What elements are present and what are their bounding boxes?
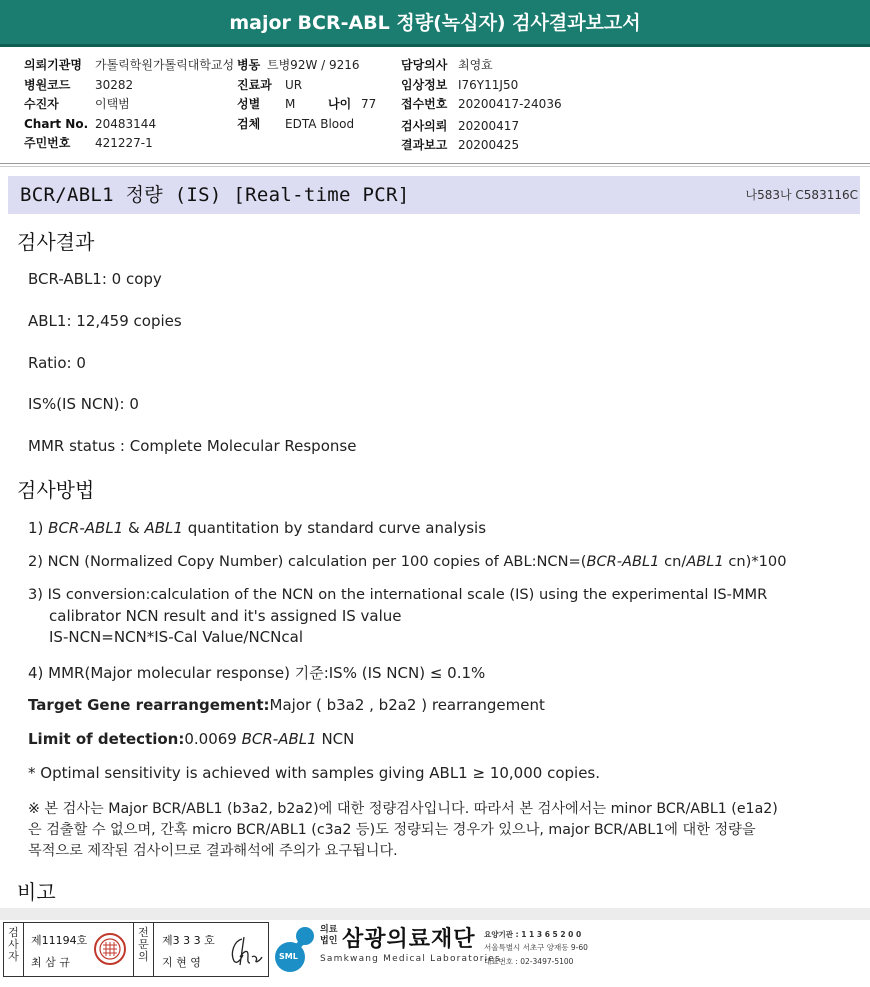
info-value: 20200425 bbox=[458, 138, 520, 152]
gene-name: ABL1 bbox=[686, 553, 724, 570]
info-value: 트병92W / 9216 bbox=[267, 58, 360, 72]
info-label: 성별 bbox=[237, 97, 261, 111]
examiner-label-text: 검사자 bbox=[8, 926, 19, 963]
info-label: 검사의뢰 bbox=[401, 118, 448, 133]
optimal-note: * Optimal sensitivity is achieved with samples giving ABL1 ≥ 10,000 copies. bbox=[28, 764, 600, 782]
lod-line bbox=[28, 730, 354, 748]
signature-icon bbox=[226, 933, 266, 969]
age-label: 나이 bbox=[328, 97, 352, 111]
info-label: 임상정보 bbox=[401, 77, 448, 92]
logo-text: SML bbox=[279, 952, 298, 961]
info-value: 421227-1 bbox=[95, 136, 153, 150]
method-line-3c: IS-NCN=NCN*IS-Cal Value/NCNcal bbox=[49, 628, 303, 646]
info-label: 접수번호 bbox=[401, 97, 448, 111]
method-line-3b: calibrator NCN result and it's assigned IS value bbox=[49, 607, 402, 625]
info-label: 담당의사 bbox=[401, 58, 448, 72]
info-value: I76Y11J50 bbox=[458, 77, 519, 92]
info-value: UR bbox=[285, 77, 303, 92]
text: & bbox=[123, 519, 145, 537]
lod-label: Limit of detection: bbox=[28, 730, 185, 748]
age-value: 77 bbox=[361, 97, 377, 111]
info-row bbox=[237, 115, 376, 135]
info-row bbox=[401, 136, 562, 156]
examiner-name: 최 삼 규 bbox=[31, 956, 70, 969]
examiner-label-cell bbox=[4, 923, 24, 976]
gene-name: BCR-ABL1 bbox=[241, 730, 317, 748]
info-column-3 bbox=[401, 56, 562, 156]
method-line-2 bbox=[28, 553, 787, 570]
result-line: BCR-ABL1: 0 copy bbox=[28, 270, 162, 288]
examiner-cell bbox=[24, 923, 134, 976]
result-line: IS%(IS NCN): 0 bbox=[28, 395, 139, 413]
target-gene-line bbox=[28, 696, 545, 714]
text: NCN bbox=[316, 730, 355, 748]
specialist-no: 제3 3 3 호 bbox=[162, 934, 215, 947]
org-name: 삼광의료재단 bbox=[342, 927, 476, 952]
info-value: 이택범 bbox=[95, 97, 130, 111]
examiner-label bbox=[4, 923, 23, 963]
specialist-label-text: 전문의 bbox=[138, 926, 149, 963]
info-label: 병원코드 bbox=[24, 77, 71, 92]
method-line-1 bbox=[28, 519, 486, 537]
lab-logo bbox=[272, 922, 602, 977]
text: 2) NCN (Normalized Copy Number) calculation per 100 copies of ABL:NCN=( bbox=[28, 553, 587, 570]
divider bbox=[0, 166, 870, 167]
divider bbox=[0, 163, 870, 164]
text: cn)*100 bbox=[723, 553, 787, 570]
info-column-2 bbox=[237, 56, 376, 134]
info-label: 수진자 bbox=[24, 97, 59, 111]
info-row bbox=[24, 76, 234, 96]
specialist-cell bbox=[154, 923, 268, 976]
target-label: Target Gene rearrangement: bbox=[28, 696, 270, 714]
specialist-label-cell bbox=[134, 923, 154, 976]
info-row bbox=[237, 56, 376, 76]
info-row bbox=[24, 134, 234, 154]
result-heading: 검사결과 bbox=[17, 230, 95, 254]
info-label: 결과보고 bbox=[401, 138, 448, 152]
result-line: MMR status : Complete Molecular Response bbox=[28, 437, 357, 455]
gene-name: BCR-ABL1 bbox=[586, 553, 660, 570]
caution-note: 목적으로 제작된 검사이므로 결과해석에 주의가 요구됩니다. bbox=[28, 843, 398, 859]
info-value: 30282 bbox=[95, 77, 134, 92]
caution-note: 은 검출할 수 없으며, 간혹 micro BCR/ABL1 (c3a2 등)도 정량되는 경우가 있으나, major BCR/ABL1에 대한 정량을 bbox=[28, 822, 756, 838]
info-label: 병동 bbox=[237, 58, 261, 72]
report-title: major BCR-ABL 정량(녹십자) 검사결과보고서 bbox=[0, 0, 870, 47]
info-row bbox=[401, 56, 562, 76]
corp-type-1: 의료 bbox=[320, 925, 338, 935]
info-row bbox=[24, 95, 234, 115]
info-row bbox=[24, 56, 234, 76]
info-label: 주민번호 bbox=[24, 136, 71, 150]
gene-name: BCR-ABL1 bbox=[48, 519, 124, 537]
examiner-seal-icon bbox=[93, 932, 127, 966]
info-label: Chart No. bbox=[24, 116, 89, 131]
footer-divider bbox=[0, 908, 870, 920]
corp-type bbox=[320, 925, 337, 947]
info-label: 진료과 bbox=[237, 77, 272, 92]
info-value: 최영효 bbox=[458, 58, 493, 72]
info-row bbox=[401, 95, 562, 115]
test-header bbox=[8, 176, 860, 214]
result-line: ABL1: 12,459 copies bbox=[28, 312, 182, 330]
info-row bbox=[237, 95, 376, 115]
text: 1) bbox=[28, 519, 49, 537]
info-row bbox=[24, 115, 234, 135]
method-line-4: 4) MMR(Major molecular response) 기준:IS% (IS NCN) ≤ 0.1% bbox=[28, 664, 486, 682]
method-heading: 검사방법 bbox=[17, 478, 95, 502]
specialist-label bbox=[134, 923, 153, 963]
info-row bbox=[401, 76, 562, 96]
info-value: M bbox=[285, 97, 296, 111]
info-row bbox=[401, 117, 562, 137]
remarks-heading: 비고 bbox=[17, 880, 56, 904]
method-line-3: 3) IS conversion:calculation of the NCN on the international scale (IS) using the experimental IS-MMR bbox=[28, 586, 768, 603]
phone: 대표번호 : 02-3497-5100 bbox=[484, 957, 574, 966]
info-value: 20483144 bbox=[95, 116, 157, 131]
result-line: Ratio: 0 bbox=[28, 354, 86, 372]
info-value: EDTA Blood bbox=[285, 116, 355, 131]
org-name-en: Samkwang Medical Laboratories bbox=[320, 954, 501, 964]
info-value: 가톨릭학원가톨릭대학교성 bbox=[95, 58, 235, 72]
info-row bbox=[237, 76, 376, 96]
info-value: 20200417-24036 bbox=[458, 97, 562, 111]
specialist-name: 지 현 영 bbox=[162, 956, 201, 969]
text: 0.0069 bbox=[184, 730, 242, 748]
target-value: Major ( b3a2 , b2a2 ) rearrangement bbox=[269, 696, 545, 714]
examiner-no: 제11194호 bbox=[31, 934, 88, 947]
inst-no: 요양기관 : 1 1 3 6 5 2 0 0 bbox=[484, 930, 582, 939]
test-name: BCR/ABL1 정량 (IS) [Real-time PCR] bbox=[20, 184, 410, 206]
gene-name: ABL1 bbox=[144, 519, 183, 537]
test-code: 나583나 C583116C bbox=[745, 188, 858, 202]
sml-logo-icon bbox=[272, 924, 318, 974]
text: cn/ bbox=[659, 553, 687, 570]
signature-box bbox=[3, 922, 269, 977]
text: quantitation by standard curve analysis bbox=[182, 519, 487, 537]
info-label: 의뢰기관명 bbox=[24, 58, 82, 72]
info-value: 20200417 bbox=[458, 118, 520, 133]
info-column-1 bbox=[24, 56, 234, 154]
address: 서울특별시 서초구 양재동 9-60 bbox=[484, 943, 588, 952]
info-label: 검체 bbox=[237, 116, 261, 131]
corp-type-2: 법인 bbox=[320, 936, 338, 946]
caution-note: ※ 본 검사는 Major BCR/ABL1 (b3a2, b2a2)에 대한 정량검사입니다. 따라서 본 검사에서는 minor BCR/ABL1 (e1a2) bbox=[28, 801, 778, 817]
